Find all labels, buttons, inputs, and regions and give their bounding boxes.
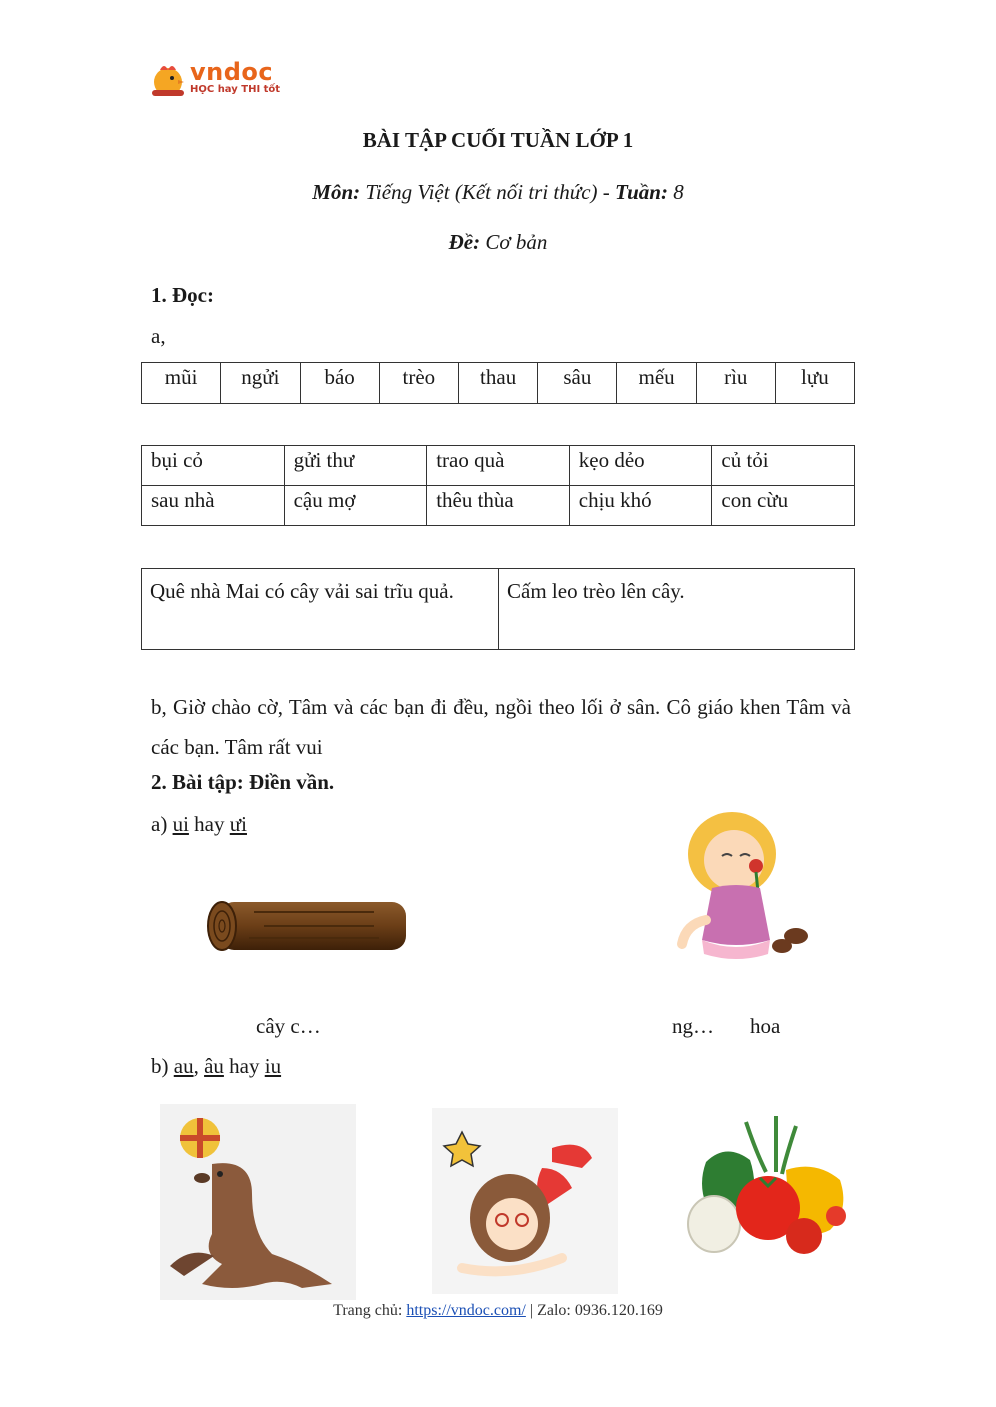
word-cell: lựu bbox=[775, 363, 854, 404]
logo-brand: vndoc bbox=[190, 58, 274, 86]
fill-blank-cay-c: cây c… bbox=[256, 1014, 321, 1038]
girl-smelling-flower-image bbox=[672, 804, 812, 964]
phrase-cell: gửi thư bbox=[284, 446, 427, 486]
page-footer bbox=[0, 1302, 996, 1320]
vegetables-image bbox=[686, 1112, 856, 1262]
word-cell: sâu bbox=[538, 363, 617, 404]
part-b-paragraph: b, Giờ chào cờ, Tâm và các bạn đi đều, ngồi theo lối ở sân. Cô giáo khen Tâm và các bạn. Tâm rất vui bbox=[151, 695, 851, 759]
exercise-b-label bbox=[151, 1054, 281, 1079]
word-cell: ngửi bbox=[221, 363, 300, 404]
option-au2: âu bbox=[204, 1054, 224, 1078]
option-ui2: ưi bbox=[229, 812, 247, 836]
phrase-cell: thêu thùa bbox=[427, 486, 570, 526]
exercise-b-sep: , bbox=[193, 1054, 205, 1078]
footer-zalo: | Zalo: 0936.120.169 bbox=[525, 1302, 663, 1319]
dizzy-girl-image bbox=[432, 1108, 618, 1294]
table-row bbox=[142, 446, 855, 486]
exercise-a-prefix: a) bbox=[151, 812, 173, 836]
sentence-cell: Cấm leo trèo lên cây. bbox=[499, 569, 855, 650]
phrase-cell: củ tỏi bbox=[712, 446, 855, 486]
words-table bbox=[141, 362, 855, 404]
fill-word-hoa: hoa bbox=[750, 1014, 781, 1038]
subject-value: Tiếng Việt (Kết nối tri thức) - bbox=[360, 180, 616, 204]
footer-prefix: Trang chủ: bbox=[333, 1302, 407, 1319]
seal-with-ball-image bbox=[160, 1104, 356, 1300]
level-line bbox=[0, 230, 996, 255]
word-cell: mếu bbox=[617, 363, 696, 404]
section1-heading: 1. Đọc: bbox=[151, 283, 214, 307]
page-title: BÀI TẬP CUỐI TUẦN LỚP 1 bbox=[362, 128, 634, 152]
sentences-table bbox=[141, 568, 855, 650]
level-label: Đề: bbox=[448, 230, 481, 254]
word-cell: rìu bbox=[696, 363, 775, 404]
phrase-cell: cậu mợ bbox=[284, 486, 427, 526]
phrase-cell: kẹo dẻo bbox=[569, 446, 712, 486]
sentence-cell: Quê nhà Mai có cây vải sai trĩu quả. bbox=[142, 569, 499, 650]
footer-homepage-link[interactable]: https://vndoc.com/ bbox=[406, 1302, 526, 1319]
word-cell: mũi bbox=[142, 363, 221, 404]
word-cell: trèo bbox=[379, 363, 458, 404]
vndoc-logo bbox=[148, 58, 288, 102]
log-image bbox=[204, 896, 410, 956]
fill-blank-ng: ng… bbox=[672, 1014, 714, 1038]
section2-heading: 2. Bài tập: Điền vần. bbox=[151, 770, 335, 794]
phrase-cell: trao quà bbox=[427, 446, 570, 486]
phrase-cell: con cừu bbox=[712, 486, 855, 526]
exercise-b-prefix: b) bbox=[151, 1054, 174, 1078]
exercise-b-mid: hay bbox=[223, 1054, 265, 1078]
phrase-cell: chịu khó bbox=[569, 486, 712, 526]
table-row bbox=[142, 486, 855, 526]
logo-tagline: HỌC hay THI tốt bbox=[190, 84, 281, 95]
phrase-cell: bụi cỏ bbox=[142, 446, 285, 486]
subject-label: Môn: bbox=[312, 180, 361, 204]
rooster-icon bbox=[148, 60, 188, 100]
option-au: au bbox=[173, 1054, 194, 1078]
part-a-label: a, bbox=[151, 324, 166, 348]
exercise-a-mid: hay bbox=[188, 812, 230, 836]
option-iu: iu bbox=[264, 1054, 282, 1078]
phrases-table bbox=[141, 445, 855, 526]
level-value: Cơ bản bbox=[480, 230, 548, 254]
week-label: Tuần: bbox=[615, 180, 668, 204]
week-value: 8 bbox=[667, 180, 684, 204]
exercise-a-label bbox=[151, 812, 247, 837]
word-cell: thau bbox=[458, 363, 537, 404]
word-cell: báo bbox=[300, 363, 379, 404]
phrase-cell: sau nhà bbox=[142, 486, 285, 526]
option-ui: ui bbox=[172, 812, 189, 836]
subject-line bbox=[0, 180, 996, 205]
